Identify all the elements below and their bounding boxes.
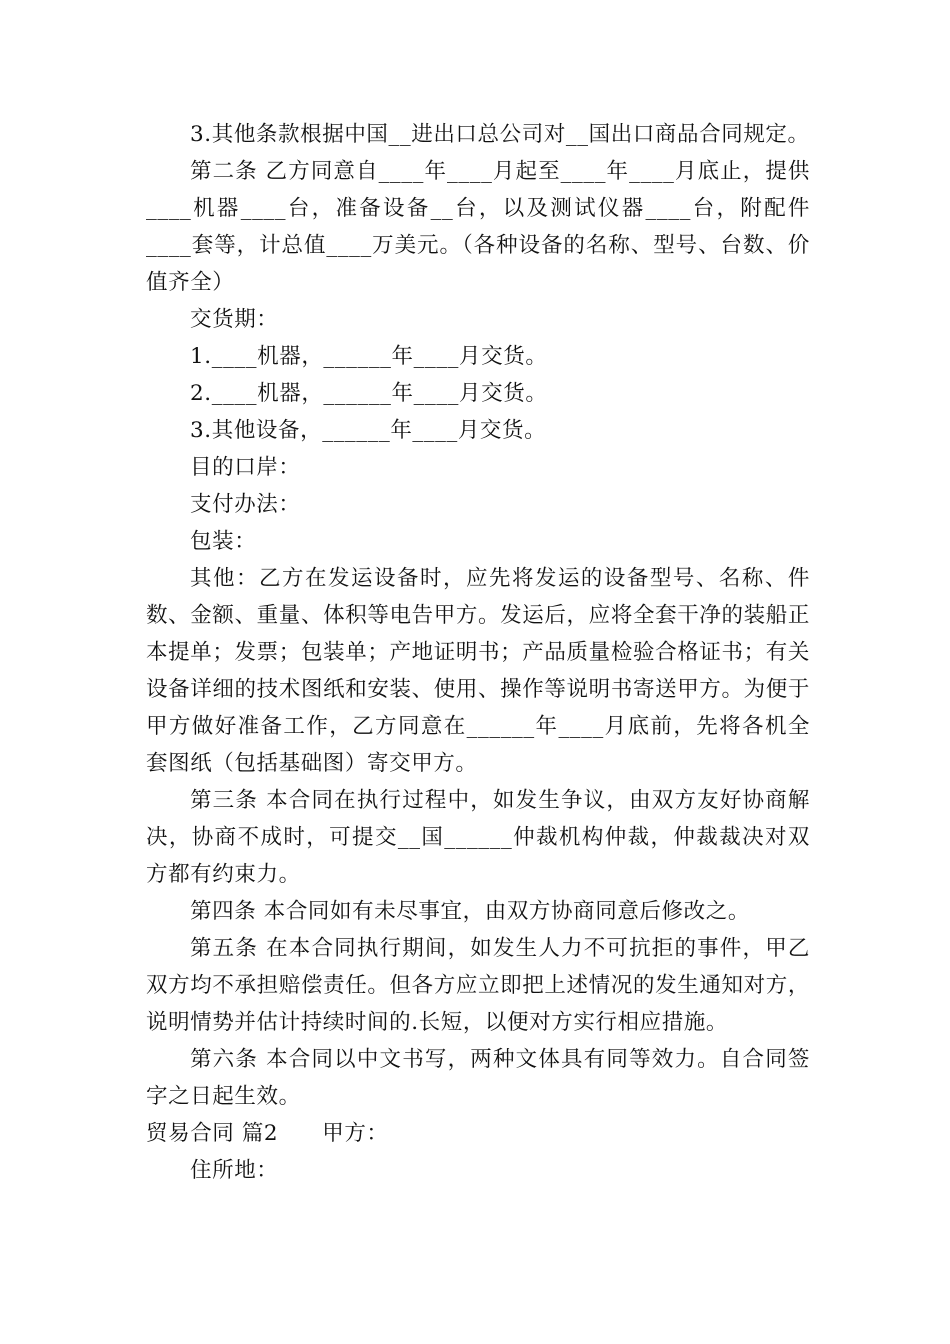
paragraph-delivery-1: 1.____机器，______年____月交货。 <box>190 344 548 369</box>
paragraph-packaging: 包装： <box>190 529 257 554</box>
paragraph-delivery-3: 3.其他设备，______年____月交货。 <box>190 418 547 443</box>
contract-heading-line <box>146 1115 810 1152</box>
paragraph-payment-method: 支付办法： <box>190 492 301 517</box>
paragraph-article-2: 第二条 乙方同意自____年____月起至____年____月底止，提供____机器____台，准备设备__台，以及测试仪器____台，附配件____套等，计总值____万美元。（各种设备的名称、型号、台数、价值齐全） <box>146 159 810 295</box>
paragraph-article-3: 第三条 本合同在执行过程中，如发生争议，由双方友好协商解决，协商不成时，可提交__国______仲裁机构仲裁，仲裁裁决对双方都有约束力。 <box>146 788 810 887</box>
paragraph-others: 其他：乙方在发运设备时，应先将发运的设备型号、名称、件数、金额、重量、体积等电告甲方。发运后，应将全套干净的装船正本提单；发票；包装单；产地证明书；产品质量检验合格证书；有关设备详细的技术图纸和安装、使用、操作等说明书寄送甲方。为便于甲方做好准备工作，乙方同意在______年____月底前，先将各机全套图纸（包括基础图）寄交甲方。 <box>146 566 810 776</box>
paragraph-destination-port: 目的口岸： <box>190 455 301 480</box>
paragraph-delivery-period: 交货期： <box>190 307 279 332</box>
paragraph-article-5: 第五条 在本合同执行期间，如发生人力不可抗拒的事件，甲乙双方均不承担赔偿责任。但各方应立即把上述情况的发生通知对方，说明情势并估计持续时间的.长短，以便对方实行相应措施。 <box>146 936 810 1035</box>
paragraph-other-terms: 3.其他条款根据中国__进出口总公司对__国出口商品合同规定。 <box>190 122 810 147</box>
paragraph-article-6: 第六条 本合同以中文书写，两种文体具有同等效力。自合同签字之日起生效。 <box>146 1047 810 1109</box>
paragraph-delivery-2: 2.____机器，______年____月交货。 <box>190 381 548 406</box>
party-a-label: 甲方： <box>322 1121 389 1146</box>
paragraph-article-4: 第四条 本合同如有未尽事宜，由双方协商同意后修改之。 <box>190 899 750 924</box>
document-body <box>146 116 810 1189</box>
contract-title: 贸易合同 篇2 <box>146 1121 279 1146</box>
paragraph-address: 住所地： <box>190 1158 279 1183</box>
